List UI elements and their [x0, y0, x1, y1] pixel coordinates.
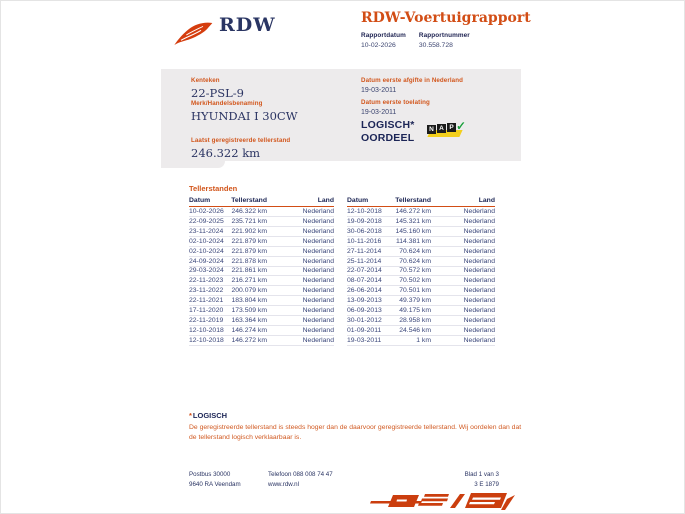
cell-tellerstand: 49.175 km: [399, 307, 431, 315]
cell-land: Nederland: [302, 237, 334, 245]
cell-land: Nederland: [302, 297, 334, 305]
cell-datum: 02-10-2024: [189, 247, 224, 255]
cell-datum: 22-11-2021: [189, 297, 224, 305]
cell-tellerstand: 70.624 km: [399, 247, 431, 255]
laatste-tellerstand-value: 246.322 km: [191, 145, 261, 160]
cell-land: Nederland: [302, 327, 334, 335]
cell-land: Nederland: [463, 227, 495, 235]
report-meta: [361, 32, 481, 49]
cell-land: Nederland: [302, 247, 334, 255]
cell-tellerstand: 145.321 km: [395, 217, 431, 225]
nap-letter-n: N: [427, 125, 436, 134]
cell-tellerstand: 146.272 km: [231, 336, 267, 344]
table-row: [189, 326, 334, 336]
cell-datum: 10-11-2016: [347, 237, 382, 245]
table-row: [347, 316, 495, 326]
footer-pageinfo: [465, 470, 499, 489]
rdw-logo: [173, 14, 276, 50]
cell-tellerstand: 246.322 km: [231, 207, 267, 215]
report-date-label: Rapportdatum: [361, 32, 406, 39]
cell-datum: 01-09-2011: [347, 327, 382, 335]
cell-datum: 08-07-2014: [347, 277, 382, 285]
table-row: [189, 217, 334, 227]
cell-datum: 12-10-2018: [347, 207, 382, 215]
cell-tellerstand: 70.501 km: [399, 287, 431, 295]
report-title: RDW-Voertuigrapport: [361, 10, 531, 26]
laatste-tellerstand-label: Laatst geregistreerde tellerstand: [191, 137, 291, 144]
table-row: [347, 336, 495, 346]
cell-tellerstand: 163.364 km: [231, 317, 267, 325]
cell-datum: 22-11-2023: [189, 277, 224, 285]
cell-datum: 06-09-2013: [347, 307, 382, 315]
cell-datum: 12-10-2018: [189, 327, 224, 335]
logisch-oordeel-badge: [361, 119, 415, 145]
cell-tellerstand: 70.572 km: [399, 267, 431, 275]
footnote-text: De geregistreerde tellerstand is steeds hoger dan de daarvoor geregistreerde tellerstand. Wij oordelen dan dat de tellerstand logisch verklaarbaar is.: [189, 424, 522, 441]
cell-tellerstand: 235.721 km: [231, 217, 267, 225]
footnote-title: [189, 411, 523, 420]
footer-website: www.rdw.nl: [268, 480, 299, 488]
cell-land: Nederland: [463, 287, 495, 295]
vehicle-summary-panel: [161, 69, 521, 161]
nap-letter-a: A: [437, 124, 446, 133]
col-header-land: Land: [317, 197, 334, 204]
cell-land: Nederland: [302, 287, 334, 295]
cell-land: Nederland: [302, 336, 334, 344]
logisch-footnote: [189, 411, 523, 442]
cell-land: Nederland: [463, 277, 495, 285]
col-header-datum: Datum: [347, 197, 369, 204]
cell-land: Nederland: [463, 327, 495, 335]
cell-datum: 22-11-2019: [189, 317, 224, 325]
tellerstanden-table-right: [347, 196, 495, 346]
tellerstanden-section: [189, 184, 495, 346]
footer-plaats: 9640 RA Veendam: [189, 480, 241, 488]
table-row: [347, 267, 495, 277]
cell-datum: 29-03-2024: [189, 267, 224, 275]
footer-address: [189, 470, 241, 489]
cell-datum: 30-06-2018: [347, 227, 382, 235]
cell-tellerstand: 173.509 km: [231, 307, 267, 315]
table-row: [347, 286, 495, 296]
cell-tellerstand: 221.879 km: [231, 247, 267, 255]
table-row: [189, 316, 334, 326]
cell-datum: 10-02-2026: [189, 207, 224, 215]
cell-datum: 27-11-2014: [347, 247, 382, 255]
nap-logo: [427, 121, 473, 141]
table-row: [189, 336, 334, 346]
table-row: [347, 237, 495, 247]
report-date-value: 10-02-2026: [361, 41, 396, 49]
footer-phone: Telefoon 088 008 74 47: [268, 471, 333, 478]
table-row: [189, 306, 334, 316]
col-header-tellerstand: Tellerstand: [395, 197, 431, 204]
table-row: [347, 207, 495, 217]
report-number-value: 30.558.728: [418, 41, 453, 49]
cell-datum: 12-10-2018: [189, 336, 224, 344]
toelating-label: Datum eerste toelating: [361, 99, 430, 106]
cell-tellerstand: 145.160 km: [395, 227, 431, 235]
cell-datum: 23-11-2024: [189, 227, 224, 235]
cell-land: Nederland: [463, 267, 495, 275]
table-row: [347, 296, 495, 306]
kenteken-label: Kenteken: [191, 77, 220, 84]
table-row: [189, 267, 334, 277]
cell-land: Nederland: [463, 237, 495, 245]
cell-datum: 19-09-2018: [347, 217, 382, 225]
table-row: [189, 207, 334, 217]
nap-check-icon: ✓: [456, 119, 467, 133]
tellerstanden-table-left: [189, 196, 334, 346]
cell-datum: 25-11-2014: [347, 257, 382, 265]
rdw-logo-text: RDW: [219, 14, 276, 36]
table-header: [347, 196, 495, 207]
col-header-land: Land: [478, 197, 495, 204]
cell-datum: 24-09-2024: [189, 257, 224, 265]
cell-land: Nederland: [302, 257, 334, 265]
cell-land: Nederland: [302, 267, 334, 275]
cell-datum: 17-11-2020: [189, 307, 224, 315]
table-row: [189, 296, 334, 306]
cell-land: Nederland: [463, 307, 495, 315]
cell-datum: 23-11-2022: [189, 287, 224, 295]
cell-land: Nederland: [302, 277, 334, 285]
oordeel-line2: OORDEEL: [361, 132, 415, 144]
table-header: [189, 196, 334, 207]
cell-datum: 02-10-2024: [189, 237, 224, 245]
cell-tellerstand: 49.379 km: [399, 297, 431, 305]
table-row: [347, 217, 495, 227]
table-row: [347, 247, 495, 257]
cell-datum: 22-09-2025: [189, 217, 224, 225]
cell-land: Nederland: [463, 336, 495, 344]
table-row: [189, 227, 334, 237]
cell-tellerstand: 216.271 km: [231, 277, 267, 285]
cell-tellerstand: 183.804 km: [231, 297, 267, 305]
report-number-label: Rapportnummer: [418, 32, 470, 39]
cell-tellerstand: 200.079 km: [231, 287, 267, 295]
table-row: [189, 247, 334, 257]
merk-label: Merk/Handelsbenaming: [191, 100, 263, 107]
cell-tellerstand: 24.546 km: [399, 327, 431, 335]
footnote-asterisk: *: [189, 411, 192, 420]
footnote-title-text: LOGISCH: [192, 411, 228, 420]
table-row: [347, 276, 495, 286]
table-row: [347, 257, 495, 267]
afgifte-label: Datum eerste afgifte in Nederland: [361, 77, 463, 84]
cell-datum: 19-03-2011: [347, 336, 382, 344]
cell-tellerstand: 146.272 km: [395, 207, 431, 215]
footer-contact: [268, 470, 333, 489]
cell-tellerstand: 221.902 km: [231, 227, 267, 235]
col-header-datum: Datum: [189, 197, 211, 204]
cell-land: Nederland: [463, 257, 495, 265]
kenteken-value: 22-PSL-9: [191, 85, 244, 100]
table-row: [189, 257, 334, 267]
footer-postbus: Postbus 30000: [189, 471, 231, 478]
cell-tellerstand: 146.274 km: [231, 327, 267, 335]
cell-land: Nederland: [463, 297, 495, 305]
afgifte-value: 19-03-2011: [361, 86, 397, 94]
nap-letter-p: P: [447, 123, 456, 132]
cell-land: Nederland: [463, 247, 495, 255]
cell-land: Nederland: [463, 207, 495, 215]
cell-land: Nederland: [302, 217, 334, 225]
cell-datum: 26-06-2014: [347, 287, 382, 295]
rdw-stripes-graphic: [367, 491, 535, 513]
cell-tellerstand: 221.878 km: [231, 257, 267, 265]
rdw-wing-icon: [173, 20, 213, 50]
footer-page-number: Blad 1 van 3: [464, 471, 499, 478]
cell-land: Nederland: [302, 307, 334, 315]
oordeel-line1: LOGISCH*: [361, 119, 415, 131]
cell-land: Nederland: [302, 317, 334, 325]
table-row: [347, 326, 495, 336]
table-row: [347, 227, 495, 237]
cell-land: Nederland: [463, 317, 495, 325]
merk-value: HYUNDAI I 30CW: [191, 108, 298, 123]
cell-tellerstand: 1 km: [416, 336, 431, 344]
cell-land: Nederland: [302, 227, 334, 235]
table-row: [189, 276, 334, 286]
cell-tellerstand: 28.958 km: [399, 317, 431, 325]
cell-land: Nederland: [463, 217, 495, 225]
cell-tellerstand: 221.861 km: [231, 267, 267, 275]
tellerstanden-heading: Tellerstanden: [189, 184, 238, 193]
table-row: [347, 306, 495, 316]
cell-tellerstand: 221.879 km: [231, 237, 267, 245]
cell-tellerstand: 70.624 km: [399, 257, 431, 265]
toelating-value: 19-03-2011: [361, 108, 397, 116]
cell-datum: 13-09-2013: [347, 297, 382, 305]
cell-land: Nederland: [302, 207, 334, 215]
table-row: [189, 237, 334, 247]
cell-datum: 30-01-2012: [347, 317, 382, 325]
cell-tellerstand: 70.502 km: [399, 277, 431, 285]
cell-tellerstand: 114.381 km: [395, 237, 431, 245]
cell-datum: 22-07-2014: [347, 267, 382, 275]
table-row: [189, 286, 334, 296]
footer-doc-code: 3 E 1879: [474, 480, 499, 488]
col-header-tellerstand: Tellerstand: [231, 197, 267, 204]
